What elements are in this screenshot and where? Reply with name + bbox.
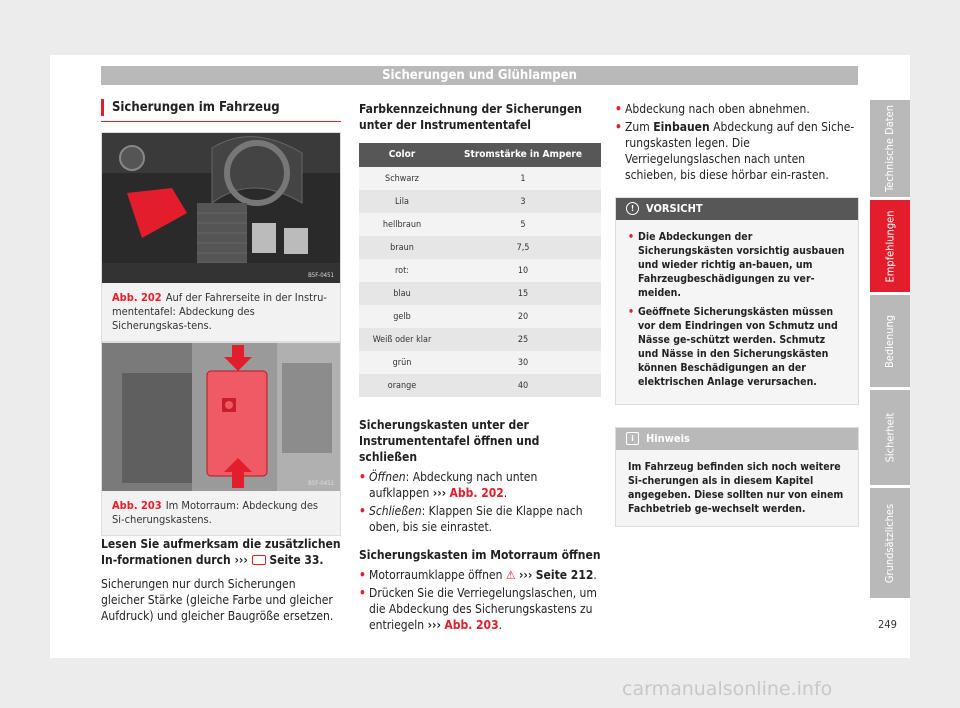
figure-link[interactable]: Abb. 202 [449, 486, 504, 500]
chapter-header: Sicherungen und Glühlampen [101, 66, 858, 85]
table-row [359, 328, 601, 351]
table-row [359, 259, 601, 282]
watermark: carmanualsonline.info [622, 678, 833, 700]
figure-202-image [102, 133, 340, 283]
bullet-label: Öffnen [369, 470, 406, 484]
hint-header [616, 428, 858, 450]
figure-203-caption [102, 491, 340, 535]
table-cell: blau [359, 282, 445, 305]
info-icon: i [626, 432, 639, 445]
section-title: Sicherungen im Fahrzeug [101, 99, 341, 116]
hint-body: Im Fahrzeug befinden sich noch weitere Si-cherungen als in diesem Kapitel angegeben. Diese sollten nur von einem Fachbetrieb ge-wechselt werden. [628, 461, 844, 515]
table-row [359, 282, 601, 305]
figure-label: Abb. 203 [112, 499, 162, 512]
bullet-text: Zum [625, 120, 650, 134]
table-cell: 7,5 [445, 236, 601, 259]
table-row [359, 190, 601, 213]
table-cell: 1 [445, 167, 601, 190]
table-header-row [359, 143, 601, 167]
table-cell: Weiß oder klar [359, 328, 445, 351]
figure-203 [101, 342, 341, 536]
column-1-text [101, 536, 341, 632]
caution-header [616, 198, 858, 220]
tab-empfehlungen[interactable]: Empfehlungen [870, 200, 910, 292]
bullet-open-hood: • Motorraumklappe öffnen ⚠ ››› Seite 212. [359, 567, 601, 583]
fuse-replacement-text: Sicherungen nur durch Sicherungen gleicher Stärke (gleiche Farbe und gleicher Aufdruck) und gleicher Baugröße ersetzen. [101, 577, 334, 623]
bullet-install [615, 119, 859, 183]
table-header-color: Color [359, 143, 445, 167]
caution-item: • Die Abdeckungen der Sicherungskästen vorsichtig ausbauen und wieder richtig an-bauen, um Fahrzeugbeschädigungen zu ver-meiden. [628, 230, 846, 300]
section-rule [101, 121, 341, 122]
dashboard-illustration [102, 133, 340, 283]
caution-item: • Geöffnete Sicherungskästen müssen vor dem Eindringen von Schmutz und Nässe ge-schützt werden. Schmutz und Nässe in den Sicherungskästen können Beschädigungen an der elektrischen Anlage verursachen. [628, 305, 846, 389]
bullet-text: : Abdeckung nach unten aufklappen [369, 470, 538, 500]
bullet-text: Abdeckung auf den Siche-rungskasten legen. Die Verriegelungslaschen nach unten schieben, bis diese hörbar ein-rasten. [625, 120, 855, 182]
reference-text: Lesen Sie aufmerksam die zusätzlichen In-formationen durch [101, 537, 341, 567]
table-cell: 25 [445, 328, 601, 351]
table-cell: 10 [445, 259, 601, 282]
engine-bay-illustration [102, 343, 340, 491]
bullet-open: • Öffnen: Abdeckung nach unten aufklappen ››› Abb. 202. [359, 469, 601, 501]
table-cell: rot: [359, 259, 445, 282]
table-cell: grün [359, 351, 445, 374]
table-header-amps: Stromstärke in Ampere [445, 143, 601, 167]
table-cell: 15 [445, 282, 601, 305]
table-cell: hellbraun [359, 213, 445, 236]
subhead-engine-box: Sicherungskasten im Motorraum öffnen [359, 548, 601, 562]
fuse-color-table [359, 143, 601, 397]
table-cell: 3 [445, 190, 601, 213]
bullet-text: : Klappen Sie die Klappe nach oben, bis sie einrastet. [369, 504, 583, 534]
reference-arrow: ››› [518, 568, 533, 582]
page-link[interactable]: Seite 212 [535, 568, 594, 582]
table-heading: Farbkennzeichnung der Sicherungen unter der Instrumententafel [359, 102, 582, 132]
figure-label: Abb. 202 [112, 291, 162, 304]
figure-code: B5F-0451 [308, 272, 334, 279]
caution-icon: ! [626, 202, 639, 215]
table-row [359, 213, 601, 236]
page-number: 249 [878, 618, 897, 631]
tab-grundsaetzliches[interactable]: Grundsätzliches [870, 488, 910, 598]
bullet-unlock: • Drücken Sie die Verriegelungslaschen, um die Abdeckung des Sicherungskastens zu entriegeln ››› Abb. 203. [359, 585, 601, 633]
bullet-bold: Einbauen [653, 120, 710, 134]
table-cell: 40 [445, 374, 601, 397]
table-row [359, 167, 601, 190]
table-row [359, 236, 601, 259]
bullet-label: Schließen [369, 504, 422, 518]
bullet-remove-cover: • Abdeckung nach oben abnehmen. [615, 101, 859, 117]
table-cell: 20 [445, 305, 601, 328]
table-cell: 5 [445, 213, 601, 236]
caution-title: VORSICHT [646, 202, 703, 215]
column-2 [359, 101, 601, 635]
table-cell: braun [359, 236, 445, 259]
reference-link[interactable]: Seite 33 [269, 553, 320, 567]
figure-203-image [102, 343, 340, 491]
bullet-text: Drücken Sie die Verriegelungslaschen, um die Abdeckung des Sicherungskastens zu entriegeln [369, 586, 597, 632]
table-cell: orange [359, 374, 445, 397]
reference-arrow: ››› [234, 553, 248, 567]
hint-title: Hinweis [646, 432, 690, 445]
table-cell: 30 [445, 351, 601, 374]
subhead-dashboard-box: Sicherungskasten unter der Instrumententafel öffnen und schließen [359, 418, 540, 464]
bullet-text: Motorraumklappe öffnen [369, 568, 503, 582]
figure-caption-text: Im Motorraum: Abdeckung des Si-cherungskastens. [112, 499, 319, 526]
column-3 [615, 101, 859, 527]
figure-202-caption [102, 283, 340, 341]
tab-sicherheit[interactable]: Sicherheit [870, 390, 910, 485]
book-icon [252, 555, 266, 565]
tab-technische-daten[interactable]: Technische Daten [870, 100, 910, 197]
table-cell: gelb [359, 305, 445, 328]
figure-caption-text: Auf der Fahrerseite in der Instru-mententafel: Abdeckung des Sicherungskas-tens. [112, 291, 327, 332]
table-cell: Schwarz [359, 167, 445, 190]
figure-code: B5F-0452 [308, 480, 334, 487]
table-row [359, 351, 601, 374]
reference-arrow: ››› [427, 618, 441, 632]
figure-202 [101, 132, 341, 342]
reference-arrow: ››› [432, 486, 447, 500]
bullet-close [359, 503, 601, 535]
caution-box [615, 197, 859, 405]
figure-link[interactable]: Abb. 203 [444, 618, 499, 632]
table-row [359, 374, 601, 397]
table-cell: Lila [359, 190, 445, 213]
warning-triangle-icon: ⚠ [505, 568, 516, 582]
hint-box [615, 427, 859, 527]
table-row [359, 305, 601, 328]
reference-paragraph [101, 536, 341, 568]
tab-bedienung[interactable]: Bedienung [870, 295, 910, 387]
reference-period: . [319, 553, 324, 567]
caution-body [616, 220, 858, 404]
